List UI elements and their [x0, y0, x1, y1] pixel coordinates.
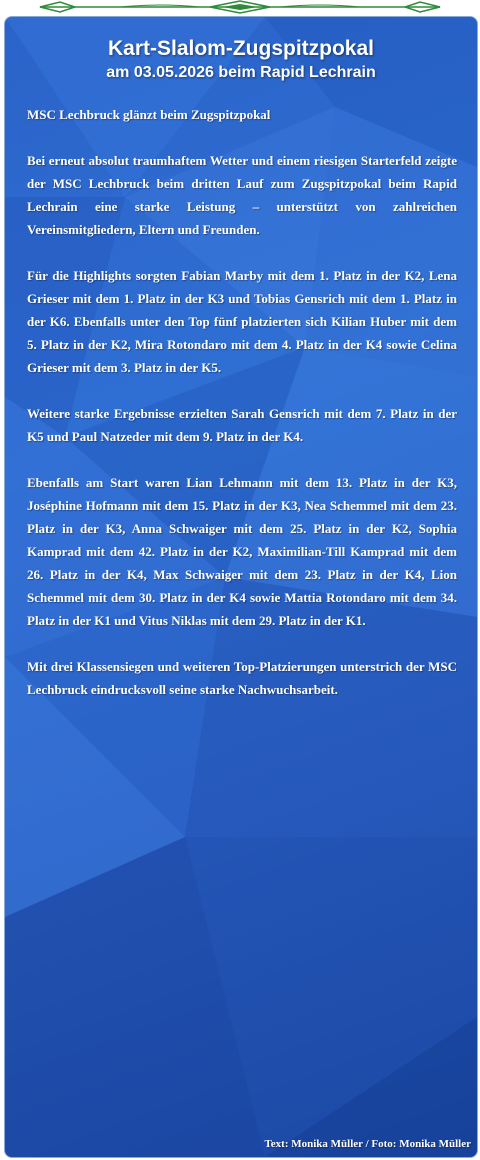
photo-text-credits: Text: Monika Müller / Foto: Monika Müller	[264, 1138, 471, 1150]
decorative-divider-ornament	[0, 0, 480, 14]
card-content	[5, 17, 477, 1157]
article-headline: MSC Lechbruck glänzt beim Zugspitzpokal	[27, 107, 271, 122]
article-paragraph-1: Bei erneut absolut traumhaftem Wetter und einem riesigen Starterfeld zeigte der MSC Lechbruck beim dritten Lauf zum Zugspitzpokal beim Rapid Lechrain eine starke Leistung – unterstützt von zahlreichen Vereinsmitgliedern, Eltern und Freunden.	[27, 153, 457, 237]
article-paragraph-2: Für die Highlights sorgten Fabian Marby mit dem 1. Platz in der K2, Lena Grieser mit dem 1. Platz in der K3 und Tobias Gensrich mit dem 1. Platz in der K6. Ebenfalls unter den Top fünf platzierten sich Kilian Huber mit dem 5. Platz in der K2, Mira Rotondaro mit dem 4. Platz in der K4 sowie Celina Grieser mit dem 3. Platz in der K5.	[27, 268, 457, 375]
page-title: Kart-Slalom-Zugspitzpokal	[107, 37, 375, 60]
article-paragraph-5: Mit drei Klassensiegen und weiteren Top-Platzierungen unterstrich der MSC Lechbruck eindrucksvoll seine starke Nachwuchsarbeit.	[27, 659, 457, 697]
article-paragraph-4: Ebenfalls am Start waren Lian Lehmann mit dem 13. Platz in der K3, Joséphine Hofmann mit dem 15. Platz in der K3, Nea Schemmel mit dem 23. Platz in der K3, Anna Schwaiger mit dem 25. Platz in der K2, Sophia Kamprad mit dem 42. Platz in der K2, Maximilian-Till Kamprad mit dem 26. Platz in der K4, Max Schwaiger mit dem 23. Platz in der K4, Lion Schemmel mit dem 30. Platz in der K4 sowie Mattia Rotondaro mit dem 34. Platz in der K1 und Vitus Niklas mit dem 29. Platz in der K1.	[27, 475, 457, 628]
article-paragraph-3: Weitere starke Ergebnisse erzielten Sarah Gensrich mit dem 7. Platz in der K5 und Paul Natzeder mit dem 9. Platz in der K4.	[27, 406, 457, 444]
page-subtitle: am 03.05.2026 beim Rapid Lechrain	[106, 64, 376, 81]
article-body	[27, 103, 457, 724]
article-card	[4, 16, 478, 1158]
